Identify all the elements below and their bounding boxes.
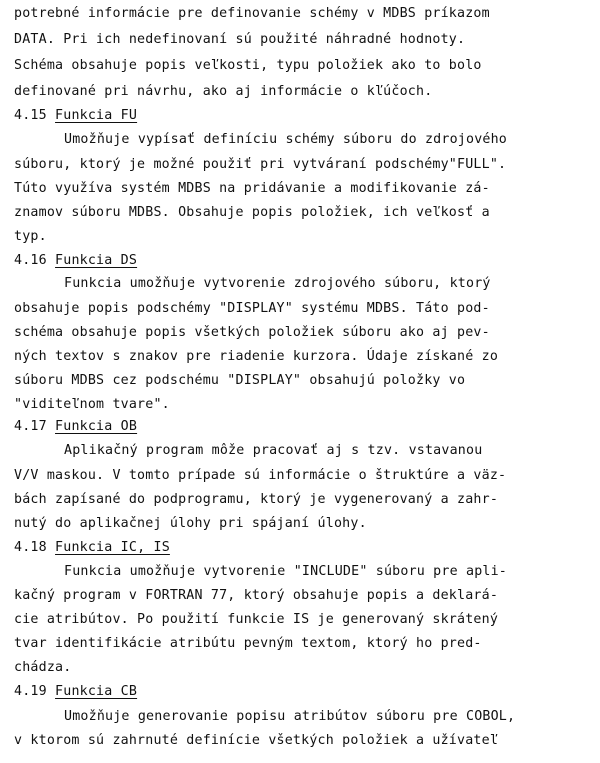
text-line: Umožňuje vypísať definíciu schémy súboru do zdrojového (64, 132, 508, 147)
section-heading: 4.19 Funkcia CB (14, 680, 596, 704)
text-line: typ. (14, 229, 47, 244)
text-line: Funkcia umožňuje vytvorenie zdrojového súboru, ktorý (64, 276, 491, 291)
text-line: tvar identifikácie atribútu pevným textom, ktorý ho pred- (14, 636, 482, 651)
text-line: znamov súboru MDBS. Obsahuje popis položiek, ich veľkosť a (14, 205, 490, 220)
section-title: Funkcia FU (55, 108, 138, 123)
text-line: definované pri návrhu, ako aj informácie o kľúčoch. (14, 84, 433, 99)
text-line: Túto využíva systém MDBS na pridávanie a modifikovanie zá- (14, 181, 490, 196)
text-line: ných textov s znakov pre riadenie kurzora. Údaje získané zo (14, 349, 499, 364)
text-line: Schéma obsahuje popis veľkosti, typu položiek ako to bolo (14, 58, 482, 73)
text-line: cie atribútov. Po použití funkcie IS je generovaný skrátený (14, 612, 499, 627)
text-line: obsahuje popis podschémy "DISPLAY" systému MDBS. Táto pod- (14, 301, 490, 316)
section-heading: 4.15 Funkcia FU (14, 104, 596, 128)
text-line: DATA. Pri ich nedefinovaní sú použité náhradné hodnoty. (14, 32, 466, 47)
text-line: "viditeľnom tvare". (14, 397, 170, 412)
text-line: chádza. (14, 660, 72, 675)
section-heading: 4.16 Funkcia DS (14, 249, 596, 273)
section-title: Funkcia CB (55, 684, 138, 699)
text-line: schéma obsahuje popis všetkých položiek súboru ako aj pev- (14, 325, 490, 340)
text-line: potrebné informácie pre definovanie schémy v MDBS príkazom (14, 6, 490, 21)
text-line: kačný program v FORTRAN 77, ktorý obsahuje popis a deklará- (14, 588, 499, 603)
text-line: nutý do aplikačnej úlohy pri spájaní úlohy. (14, 516, 367, 531)
text-line: Umožňuje generovanie popisu atribútov súboru pre COBOL, (64, 709, 516, 724)
section-heading: 4.18 Funkcia IC, IS (14, 536, 596, 560)
section-title: Funkcia OB (55, 419, 138, 434)
text-line: bách zapísané do podprogramu, ktorý je vygenerovaný a zahr- (14, 492, 499, 507)
text-line: Aplikačný program môže pracovať aj s tzv. vstavanou (64, 443, 483, 458)
text-line: V/V maskou. V tomto prípade sú informácie o štruktúre a väz- (14, 468, 507, 483)
text-line: súboru, ktorý je možné použiť pri vytváraní podschémy"FULL". (14, 157, 507, 172)
section-title: Funkcia DS (55, 253, 138, 268)
text-line: súboru MDBS cez podschému "DISPLAY" obsahujú položky vo (14, 373, 466, 388)
text-line: Funkcia umožňuje vytvorenie "INCLUDE" súboru pre apli- (64, 564, 508, 579)
text-line: v ktorom sú zahrnuté definície všetkých položiek a užívateľ (14, 733, 499, 748)
section-title: Funkcia IC, IS (55, 540, 170, 555)
section-heading: 4.17 Funkcia OB (14, 415, 596, 439)
